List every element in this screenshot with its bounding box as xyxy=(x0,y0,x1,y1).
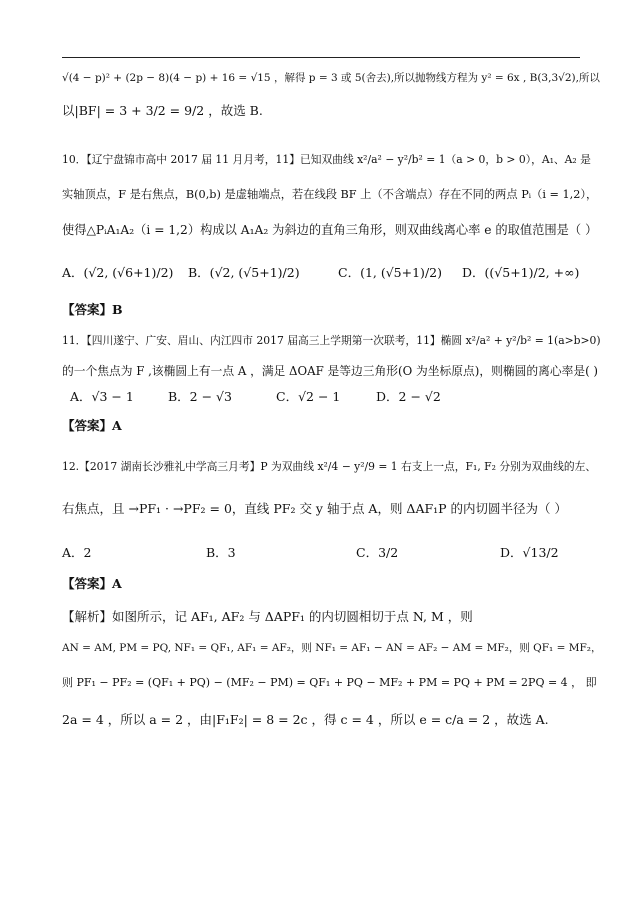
analysis-line-3: 则 PF₁ − PF₂ = (QF₁ + PQ) − (MF₂ − PM) = QF₁ + PQ − MF₂ + PM = PQ + PM = 2PQ = 4 ， 即 xyxy=(62,676,597,689)
q10-line-2: 实轴顶点，F 是右焦点，B(0,b) 是虚轴端点，若在线段 BF 上（不含端点）存在不同的两点 Pᵢ（i = 1,2）， xyxy=(62,188,598,201)
q10-line-1: 10．【辽宁盘锦市高中 2017 届 11 月月考，11】已知双曲线 x²/a² − y²/b² = 1（a > 0，b > 0），A₁、A₂ 是 xyxy=(62,153,591,166)
q11-option-d: D．2 − √2 xyxy=(376,389,441,404)
q11-line-2: 的一个焦点为 F ,该椭圆上有一点 A ，满足 ΔOAF 是等边三角形(O 为坐标原点)，则椭圆的离心率是( ) xyxy=(62,364,598,378)
q10-option-b: B．(√2, (√5+1)/2) xyxy=(188,265,300,280)
q12-line-1: 12.【2017 湖南长沙雅礼中学高三月考】P 为双曲线 x²/4 − y²/9 = 1 右支上一点，F₁, F₂ 分别为双曲线的左、 xyxy=(62,460,597,473)
q11-option-c: C．√2 − 1 xyxy=(276,389,341,404)
q10-option-d: D．((√5+1)/2, +∞) xyxy=(462,265,580,280)
q11-line-1: 11．【四川遂宁、广安、眉山、内江四市 2017 届高三上学期第一次联考，11】椭圆 x²/a² + y²/b² = 1(a>b>0) xyxy=(62,334,601,347)
q12-option-a: A．2 xyxy=(62,545,92,560)
q10-line-3: 使得△PᵢA₁A₂（i = 1,2）构成以 A₁A₂ 为斜边的直角三角形，则双曲线离心率 e 的取值范围是（ ） xyxy=(62,223,598,237)
q10-option-c: C．(1, (√5+1)/2) xyxy=(338,265,442,280)
q11-option-a: A．√3 − 1 xyxy=(70,389,134,404)
header-rule xyxy=(62,57,580,58)
q11-option-b: B．2 − √3 xyxy=(168,389,232,404)
q12-option-b: B．3 xyxy=(206,545,236,560)
q12-answer: 【答案】A xyxy=(62,576,122,591)
q12-line-2: 右焦点，且 →PF₁ · →PF₂ = 0，直线 PF₂ 交 y 轴于点 A，则 ΔAF₁P 的内切圆半径为（ ） xyxy=(62,501,568,516)
q10-option-a: A．(√2, (√6+1)/2) xyxy=(62,265,174,280)
prev-line-1: √(4 − p)² + (2p − 8)(4 − p) + 16 = √15 ，解得 p = 3 或 5(舍去),所以抛物线方程为 y² = 6x , B(3,3√2),所以 xyxy=(62,72,600,84)
analysis-line-1: 【解析】如图所示，记 AF₁, AF₂ 与 ΔAPF₁ 的内切圆相切于点 N, M ，则 xyxy=(62,609,473,624)
prev-line-2: 以|BF| = 3 + 3/2 = 9/2 ，故选 B. xyxy=(62,103,263,118)
analysis-line-4: 2a = 4 ，所以 a = 2 ，由|F₁F₂| = 8 = 2c ，得 c = 4 ，所以 e = c/a = 2 ，故选 A. xyxy=(62,712,549,727)
q12-option-c: C．3/2 xyxy=(356,545,399,560)
analysis-line-2: AN = AM, PM = PQ, NF₁ = QF₁, AF₁ = AF₂，则 NF₁ = AF₁ − AN = AF₂ − AM = MF₂，则 QF₁ = MF₂， xyxy=(62,642,602,654)
q11-answer: 【答案】A xyxy=(62,418,122,433)
q12-option-d: D．√13/2 xyxy=(500,545,559,560)
q10-answer: 【答案】B xyxy=(62,302,123,317)
